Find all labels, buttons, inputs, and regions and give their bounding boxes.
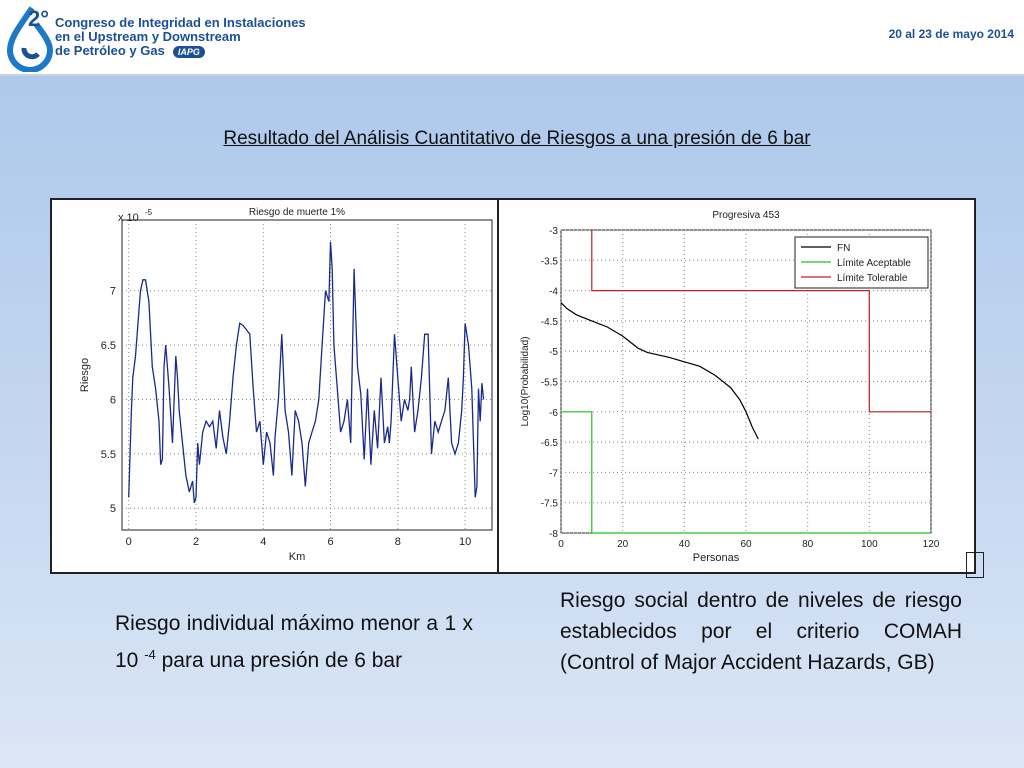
x-tick-label: 6 (327, 536, 334, 548)
y-tick-label: 5 (109, 503, 116, 516)
legend-label: FN (837, 243, 851, 254)
x-tick-label: 60 (740, 539, 752, 550)
x-tick-label: 20 (617, 539, 629, 550)
scale-label: x 10 (118, 212, 139, 224)
fn-curve-chart (499, 200, 974, 572)
chart-title: Riesgo de muerte 1% (248, 207, 346, 218)
x-tick-label: 10 (458, 536, 472, 548)
legend-label: Límite Tolerable (837, 273, 908, 284)
header-banner (0, 0, 1024, 76)
drop-logo-icon (6, 2, 54, 72)
individual-risk-note (115, 608, 473, 676)
y-tick-label: 5.5 (100, 448, 116, 461)
y-tick-label: -5.5 (540, 377, 558, 389)
y-tick-label: 6.5 (100, 340, 116, 353)
individual-risk-note-text: Riesgo individual máximo menor a 1 x 10 (115, 612, 473, 672)
x-tick-label: 0 (125, 536, 132, 548)
chart-legend (795, 237, 928, 288)
x-tick-label: 100 (860, 539, 878, 550)
individual-risk-chart-frame (50, 198, 502, 574)
y-tick-label: 6 (109, 394, 116, 407)
y-tick-label: -7.5 (540, 498, 558, 510)
x-axis-label: Personas (692, 552, 740, 564)
y-axis-label: Riesgo (79, 357, 91, 393)
congress-number: 2° (28, 6, 50, 31)
social-risk-note: Riesgo social dentro de niveles de riesgo establecidos por el criterio COMAH (Control of Major Accident Hazards, GB) (560, 589, 962, 674)
congress-title-line-1: Congreso de Integridad en Instalaciones (55, 15, 306, 30)
y-tick-label: -3.5 (540, 256, 558, 268)
x-tick-label: 8 (394, 536, 401, 548)
missing-glyph-box (966, 552, 984, 578)
slide-title: Resultado del Análisis Cuantitativo de Riesgos a una presión de 6 bar (223, 128, 811, 149)
x-tick-label: 120 (922, 539, 940, 550)
y-tick-label: -6.5 (540, 438, 558, 450)
y-tick-label: -8 (549, 529, 558, 540)
individual-risk-note-exponent: -4 (144, 647, 156, 662)
congress-date: 20 al 23 de mayo 2014 (888, 27, 1014, 41)
legend-label: Límite Aceptable (837, 258, 911, 269)
y-axis-label: Log10(Probabilidad) (520, 336, 531, 427)
x-tick-label: 80 (802, 539, 814, 550)
fn-curve-chart-frame (497, 198, 976, 574)
congress-title-line-3: de Petróleo y Gas (55, 43, 165, 58)
y-tick-label: -6 (549, 407, 558, 419)
congress-title-line-2: en el Upstream y Downstream (55, 29, 241, 44)
iapg-badge: IAPG (173, 46, 205, 58)
x-tick-label: 2 (192, 536, 200, 548)
congress-title (55, 16, 306, 58)
y-tick-label: 7 (109, 285, 116, 298)
y-tick-label: -4.5 (540, 316, 558, 328)
y-tick-label: -4 (549, 286, 558, 298)
scale-exponent: -5 (145, 208, 153, 217)
x-tick-label: 4 (260, 536, 267, 548)
x-axis-label: Km (288, 551, 306, 563)
x-tick-label: 0 (558, 539, 564, 550)
individual-risk-chart (52, 200, 500, 572)
chart-title: Progresiva 453 (712, 210, 780, 221)
y-tick-label: -7 (549, 468, 558, 480)
y-tick-label: -3 (549, 226, 558, 237)
x-tick-label: 40 (678, 539, 690, 550)
individual-risk-note-tail: para una presión de 6 bar (155, 649, 403, 672)
y-tick-label: -5 (549, 347, 558, 359)
